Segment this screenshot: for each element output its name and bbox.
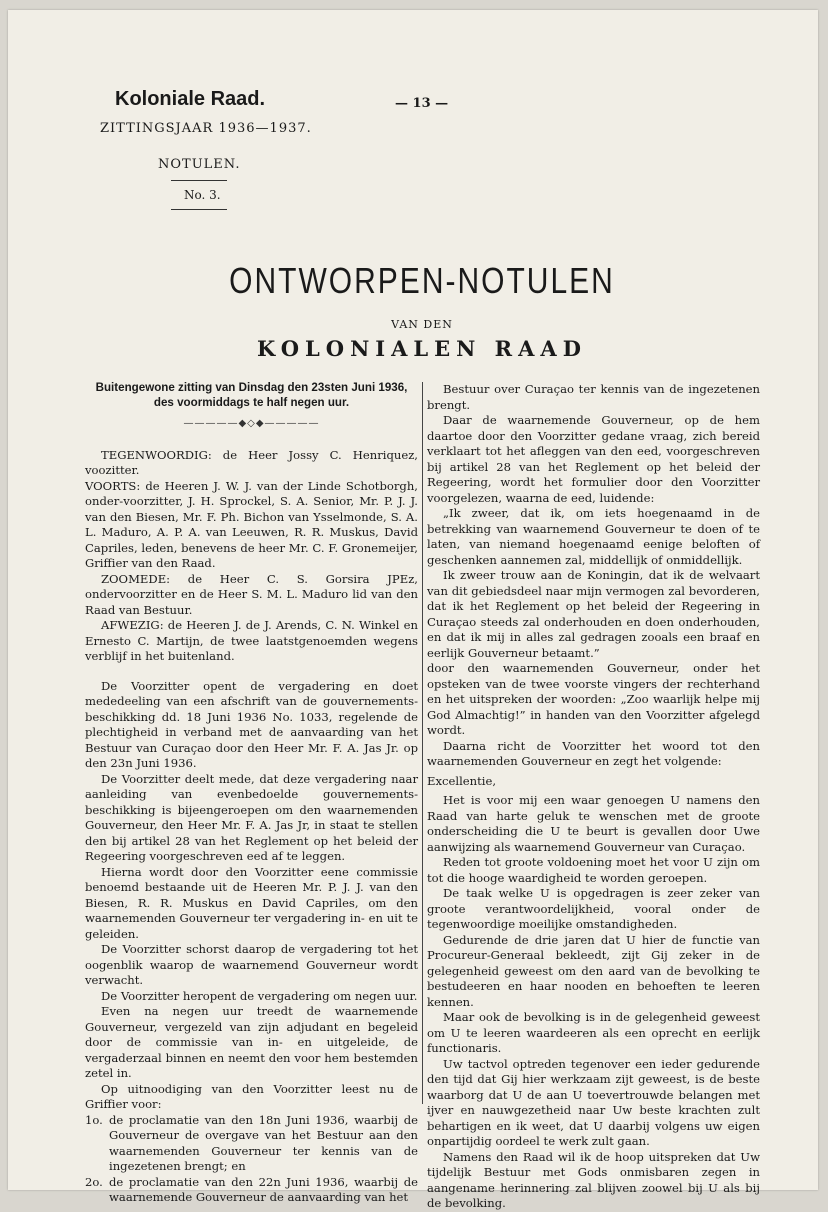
session-heading: Buitengewone zitting van Dinsdag den 23sten Juni 1936, des voormiddags te half negen uur. <box>95 381 408 409</box>
list-number: 1o. <box>85 1112 103 1127</box>
document-subtitle: KOLONIALEN RAAD <box>257 336 587 361</box>
speech-paragraph: De taak welke U is opgedragen is zeer zeker van groote verantwoordelijkheid, vooral onder de tegenwoordige moeilijke omstandigheden. <box>427 886 760 931</box>
list-item <box>85 1113 418 1175</box>
attendance-absent: AFWEZIG: de Heeren J. de J. Arends, C. N. Winkel en Ernesto C. Martijn, de twee laatstgenoemden wegens verblijf in het buitenland. <box>85 618 418 663</box>
session-year: ZITTINGSJAAR 1936—1937. <box>100 121 312 136</box>
speech-paragraph: Maar ook de bevolking is in de gelegenheid geweest om U te leeren waardeeren als een oprecht en eerlijk functionaris. <box>427 1010 760 1055</box>
paragraph: Even na negen uur treedt de waarnemende Gouverneur, vergezeld van zijn adjudant en begeleid door de commissie van in- en uitgeleide, de vergaderzaal binnen en neemt den voor hem bestemden zetel in. <box>85 1004 418 1080</box>
attendance-present: TEGENWOORDIG: de Heer Jossy C. Henriquez, voozitter. <box>85 447 418 477</box>
paragraph: Daarna richt de Voorzitter het woord tot den waarnemenden Gouverneur en zegt het volgende: <box>427 738 760 768</box>
salutation: Excellentie, <box>427 773 497 788</box>
paragraph: Bestuur over Curaçao ter kennis van de ingezetenen brengt. <box>427 382 760 412</box>
paragraph: Daar de waarnemende Gouverneur, op de hem daartoe door den Voorzitter gedane vraag, zich bereid verklaart tot het afleggen van den eed, voorgeschreven bij artikel 28 van het Reglement op het beleid der Regeering, wordt het formulier door den Voorzitter voorgelezen, waarna de eed, luidende: <box>427 413 760 505</box>
page-number: — 13 — <box>395 96 449 111</box>
oath-paragraph: „Ik zweer, dat ik, om iets hoegenaamd in de betrekking van waarnemend Gouverneur te doen of te laten, van niemand hoegenaamd eenige beloften of geschenken aannemen zal, middellijk of onmiddellijk. <box>427 506 760 567</box>
left-column <box>85 380 418 1206</box>
paragraph: Op uitnoodiging van den Voorzitter leest nu de Griffier voor: <box>85 1081 418 1111</box>
ornament-divider: —————◆◇◆————— <box>183 418 320 429</box>
document-page <box>8 10 818 1210</box>
speech-paragraph: Namens den Raad wil ik de hoop uitspreken dat Uw tijdelijk Bestuur met Gods onmisbaren zegen in aangename herinnering zal blijven zoowel bij U als bij de bevolking. <box>427 1149 760 1210</box>
list-item <box>85 1175 418 1206</box>
document-subtitle-small: VAN DEN <box>391 318 453 331</box>
paragraph: door den waarnemenden Gouverneur, onder het opsteken van de twee voorste vingers der rechterhand en het uitspreken der woorden: „Zoo waarlijk helpe mij God Almachtig!” in handen van den Voorzitter afgelegd wordt. <box>427 661 760 737</box>
paragraph: De Voorzitter opent de vergadering en doet mededeeling van een afschrift van de gouvernements-beschikking dd. 18 Juni 1936 No. 1033, regelende de plechtigheid in verband met de aanvaarding van het Bestuur van Curaçao door den Heer Mr. F. A. Jas Jr. op den 23n Juni 1936. <box>85 678 418 770</box>
council-title: Koloniale Raad. <box>115 88 266 110</box>
paragraph: De Voorzitter heropent de vergadering om negen uur. <box>101 988 418 1003</box>
list-number: 2o. <box>85 1174 103 1189</box>
list-text: de proclamatie van den 22n Juni 1936, waarbij de waarnemende Gouverneur de aanvaarding van het <box>109 1174 418 1204</box>
speech-paragraph: Uw tactvol optreden tegenover een ieder gedurende den tijd dat Gij hier werkzaam zijt geweest, is de beste waarborg dat U de aan U toevertrouwde belangen met ijver en nauwgezetheid naar Uw beste krachten zult behartigen en ik weet, dat U daarbij volgens uw eigen onpartijdig oordeel te werk zult gaan. <box>427 1056 760 1148</box>
document-title: ONTWORPEN-NOTULEN <box>229 261 615 302</box>
paragraph: De Voorzitter schorst daarop de vergadering tot het oogenblik waarop de waarnemend Gouverneur wordt verwacht. <box>85 942 418 987</box>
paragraph: De Voorzitter deelt mede, dat deze vergadering naar aanleiding van evenbedoelde gouvernements-beschikking is bijeengeroepen om den waarnemenden Gouverneur, den Heer Mr. F. A. Jas Jr, in staat te stellen den bij artikel 28 van het Reglement op het beleid der Regeering voorgeschreven eed af te leggen. <box>85 771 418 863</box>
attendance-likewise: ZOOMEDE: de Heer C. S. Gorsira JPEz, ondervoorzitter en de Heer S. M. L. Maduro lid van den Raad van Bestuur. <box>85 571 418 617</box>
speech-paragraph: Het is voor mij een waar genoegen U namens den Raad van harte geluk te wenschen met de groote onderscheiding die U te beurt is gevallen door Uwe aanwijzing als waarnemend Gouverneur van Curaçao. <box>427 793 760 854</box>
attendance-also: VOORTS: de Heeren J. W. J. van der Linde Schotborgh, onder-voorzitter, J. H. Sprockel, S. A. Senior, Mr. P. J. J. van den Biesen, Mr. F. Ph. Bichon van Ysselmonde, S. A. L. Maduro, A. P. A. van Leeuwen, R. R. Muskus, David Capriles, leden, benevens de heer Mr. C. F. Gronemeijer, Griffier van den Raad. <box>85 478 418 570</box>
speech-paragraph: Gedurende de drie jaren dat U hier de functie van Procureur-Generaal bekleedt, zijt Gij zeker in de gelegenheid geweest om den aard van de bevolking te bestudeeren en haar nooden en behoeften te leeren kennen. <box>427 932 760 1009</box>
column-divider <box>422 382 423 1104</box>
proclamation-list <box>85 1113 418 1206</box>
oath-paragraph: Ik zweer trouw aan de Koningin, dat ik de welvaart van dit gebiedsdeel naar mijn vermogen zal bevorderen, dat ik het Reglement op het beleid der Regeering in Curaçao steeds zal onderhouden en doen onderhouden, en dat ik mij in alles zal gedragen zooals een braaf en eerlijk Gouverneur betaamt.” <box>427 568 760 660</box>
header-divider <box>171 209 227 210</box>
notulen-label: NOTULEN. <box>158 157 241 172</box>
paragraph: Hierna wordt door den Voorzitter eene commissie benoemd bestaande uit de Heeren Mr. P. J. J. van den Biesen, R. R. Muskus en David Capriles, om den waarnemenden Gouverneur ter vergadering in- en uit te geleiden. <box>85 864 418 941</box>
issue-number: No. 3. <box>184 188 221 202</box>
right-column <box>427 382 760 1212</box>
header-divider <box>171 180 227 181</box>
speech-paragraph: Reden tot groote voldoening moet het voor U zijn om tot die hooge waardigheid te worden geroepen. <box>427 855 760 885</box>
list-text: de proclamatie van den 18n Juni 1936, waarbij de Gouverneur de overgave van het Bestuur aan den waarnemenden Gouverneur ter kennis van de ingezetenen brengt; en <box>109 1112 418 1173</box>
